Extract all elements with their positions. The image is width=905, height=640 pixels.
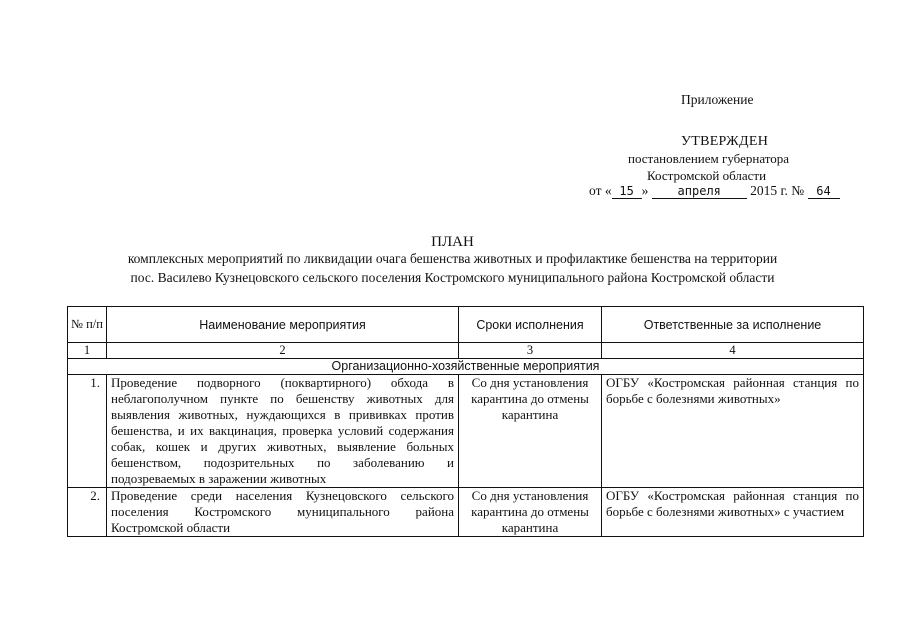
header-responsible: Ответственные за исполнение	[602, 307, 864, 343]
header-term: Сроки исполнения	[459, 307, 602, 343]
plan-table	[67, 306, 864, 537]
column-index: 4	[602, 343, 864, 359]
row-action: Проведение подворного (поквартирного) обхода в неблагополучном пункте по бешенству животных для выявления животных, нуждающихся в прививках против бешенства, и их вакцинация, проверка условий содержания собак, кошек и других животных, выявление больных бешенством, подозрительных по заболеванию и подозреваемых в заражении животных	[107, 375, 459, 488]
table-header-row	[68, 307, 864, 343]
row-action: Проведение среди населения Кузнецовского сельского поселения Костромского муниципального района Костромской области	[111, 488, 454, 535]
row-number: 2.	[68, 488, 107, 537]
section-title: Организационно-хозяйственные мероприятия	[68, 359, 864, 375]
column-index: 1	[68, 343, 107, 359]
decree-year-text: 2015 г. №	[750, 183, 805, 198]
row-number: 1.	[68, 375, 107, 488]
row-responsible: ОГБУ «Костромская районная станция по борьбе с болезнями животных» с участием	[606, 488, 859, 519]
decree-month: апреля	[652, 185, 747, 199]
approved-by-text: постановлением губернатора	[628, 151, 790, 166]
region-text: Костромской области	[647, 168, 767, 183]
column-index: 2	[107, 343, 459, 359]
header-name: Наименование мероприятия	[107, 307, 459, 343]
plan-subtitle-line2: пос. Василево Кузнецовского сельского поселения Костромского муниципального района Костромской области	[130, 270, 775, 285]
header-num: № п/п	[68, 307, 107, 343]
appendix-label: Приложение	[681, 92, 754, 107]
decree-date-line	[589, 183, 840, 199]
plan-title: ПЛАН	[431, 234, 474, 250]
date-prefix: от «	[589, 183, 612, 198]
row-term: Со дня установления карантина до отмены карантина	[459, 375, 602, 488]
table-row	[68, 488, 864, 537]
column-index-row	[68, 343, 864, 359]
decree-day: 15	[612, 185, 642, 199]
row-responsible: ОГБУ «Костромская районная станция по борьбе с болезнями животных»	[602, 375, 864, 488]
column-index: 3	[459, 343, 602, 359]
plan-subtitle-line1: комплексных мероприятий по ликвидации очага бешенства животных и профилактике бешенства на территории	[127, 251, 778, 266]
date-day-close: »	[641, 183, 649, 198]
row-term: Со дня установления карантина до отмены карантина	[471, 488, 589, 535]
approved-label: УТВЕРЖДЕН	[681, 134, 769, 149]
decree-number: 64	[808, 185, 840, 199]
section-row	[68, 359, 864, 375]
table-row	[68, 375, 864, 488]
